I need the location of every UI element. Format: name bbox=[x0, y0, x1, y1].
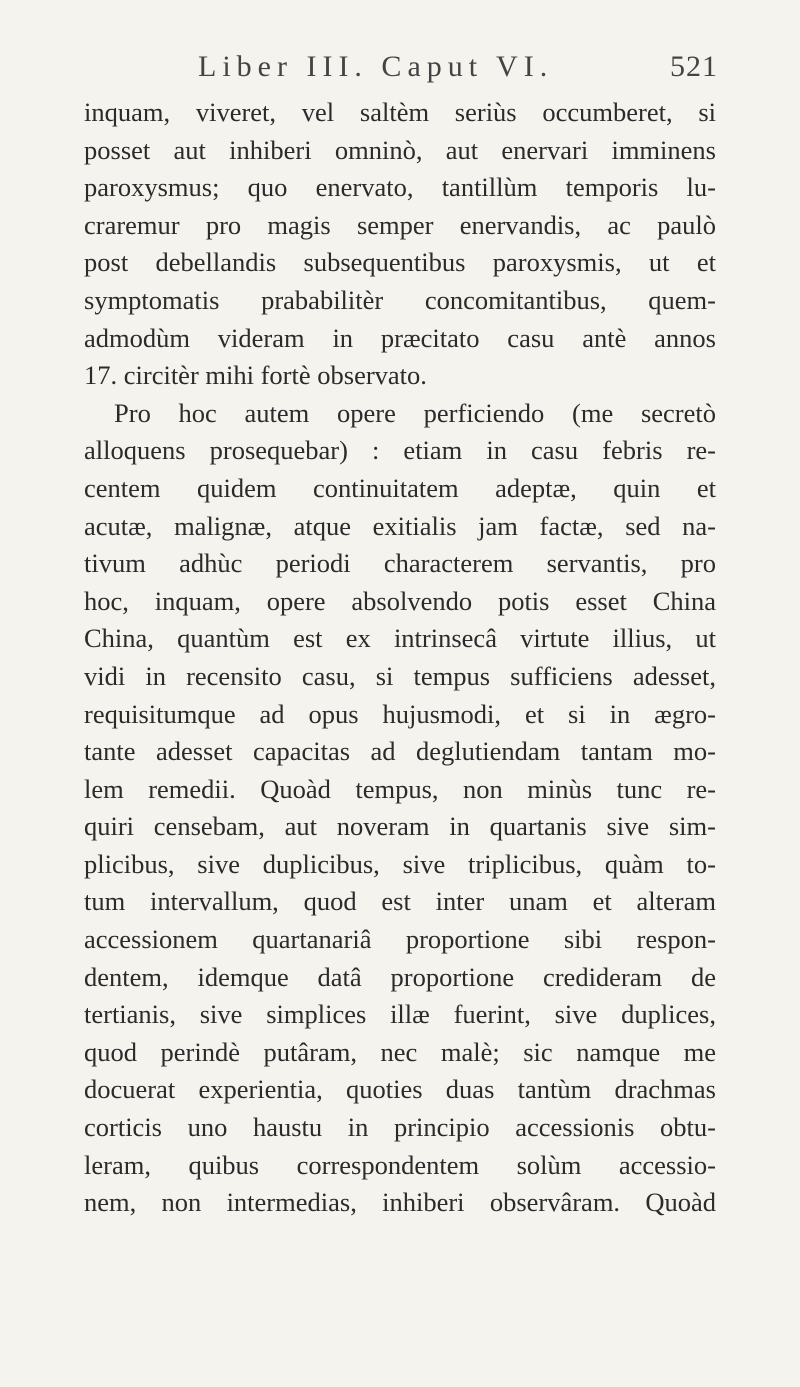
page-number: 521 bbox=[670, 50, 718, 83]
text-line: plicibus, sive duplicibus, sive triplicibus, quàm to- bbox=[84, 848, 716, 879]
text-line: tivum adhùc periodi characterem servantis, pro bbox=[84, 548, 716, 579]
text-line: Pro hoc autem opere perficiendo (me secretò bbox=[114, 397, 716, 428]
text-line: requisitumque ad opus hujusmodi, et si in ægro- bbox=[84, 698, 716, 729]
body-text bbox=[84, 94, 716, 1222]
text-line: centem quidem continuitatem adeptæ, quin et bbox=[84, 472, 716, 503]
text-line: inquam, viveret, vel saltèm seriùs occumberet, si bbox=[84, 97, 716, 127]
text-line: post debellandis subsequentibus paroxysmis, ut et bbox=[84, 247, 716, 278]
text-line: accessionem quartanariâ proportione sibi respon- bbox=[84, 924, 716, 955]
text-line: nem, non intermedias, inhiberi observâram. Quoàd bbox=[84, 1187, 716, 1218]
text-line: posset aut inhiberi omninò, aut enervari imminens bbox=[84, 134, 716, 165]
text-line: China, quantùm est ex intrinsecâ virtute illius, ut bbox=[84, 623, 716, 654]
text-line: tante adesset capacitas ad deglutiendam tantam mo- bbox=[84, 736, 716, 767]
text-line: tertianis, sive simplices illæ fuerint, sive duplices, bbox=[84, 999, 716, 1030]
text-line: corticis uno haustu in principio accessionis obtu- bbox=[84, 1112, 716, 1143]
text-line: leram, quibus correspondentem solùm accessio- bbox=[84, 1149, 716, 1180]
running-header bbox=[198, 50, 718, 90]
text-line: admodùm videram in præcitato casu antè annos bbox=[84, 322, 716, 353]
text-line: alloquens prosequebar) : etiam in casu febris re- bbox=[84, 435, 716, 466]
text-line: 17. circitèr mihi fortè observato. bbox=[84, 360, 427, 391]
text-line: quod perindè putâram, nec malè; sic namque me bbox=[84, 1036, 716, 1067]
text-line: acutæ, malignæ, atque exitialis jam factæ, sed na- bbox=[84, 510, 716, 541]
text-line: symptomatis prababilitèr concomitantibus, quem- bbox=[84, 284, 716, 315]
running-title: Liber III. Caput VI. bbox=[198, 50, 554, 83]
text-line: vidi in recensito casu, si tempus sufficiens adesset, bbox=[84, 660, 716, 691]
text-line: craremur pro magis semper enervandis, ac paulò bbox=[84, 209, 716, 240]
text-line: quiri censebam, aut noveram in quartanis sive sim- bbox=[84, 811, 716, 842]
text-line: paroxysmus; quo enervato, tantillùm temporis lu- bbox=[84, 172, 716, 203]
text-line: dentem, idemque datâ proportione credideram de bbox=[84, 961, 716, 992]
text-line: lem remedii. Quoàd tempus, non minùs tunc re- bbox=[84, 773, 716, 804]
text-line: tum intervallum, quod est inter unam et alteram bbox=[84, 886, 716, 917]
text-line: docuerat experientia, quoties duas tantùm drachmas bbox=[84, 1074, 716, 1105]
text-line: hoc, inquam, opere absolvendo potis esset China bbox=[84, 585, 716, 616]
